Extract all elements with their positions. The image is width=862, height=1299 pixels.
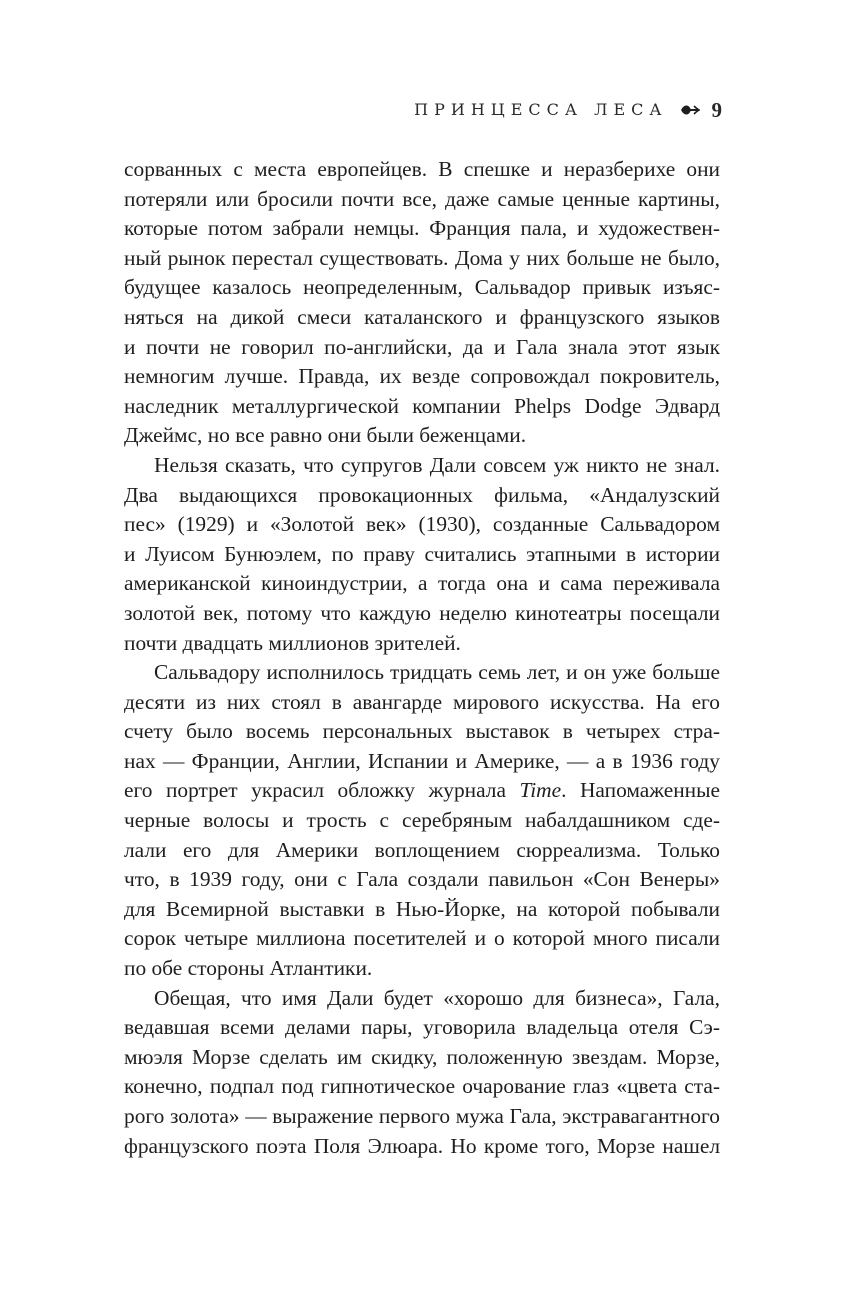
text-line: пес» (1929) и «Золотой век» (1930), созданные Сальвадором [124,512,720,537]
page-number: 9 [711,98,722,122]
text-line: Сальвадору исполнилось тридцать семь лет, и он уже больше [154,660,720,685]
text-line: черные волосы и трость с серебряным набалдашником сде- [124,808,720,833]
text-line: сорок четыре миллиона посетителей и о которой много писали [124,926,720,951]
text-line: что, в 1939 году, они с Гала создали павильон «Сон Венеры» [124,867,720,892]
text-line: и Луисом Бунюэлем, по праву считались этапными в истории [124,541,720,566]
leaf-ornament-icon [680,103,700,117]
text-line: десяти из них стоял в авангарде мирового искусства. На его [124,689,720,714]
text-line: ведавшая всеми делами пары, уговорила владельца отеля Сэ- [124,1015,720,1040]
text-line: немногим лучше. Правда, их везде сопровождал покровитель, [124,364,720,389]
text-line: наследник металлургической компании Phelps Dodge Эдвард [124,393,720,418]
text-line: золотой век, потому что каждую неделю кинотеатры посещали [124,600,720,625]
paragraph-2 [124,451,720,658]
text-fragment: . Напомаженные [561,778,720,803]
text-line: которые потом забрали немцы. Франция пала, и художествен- [124,216,720,241]
text-line: лали его для Америки воплощением сюрреализма. Только [124,837,720,862]
text-line: Джеймс, но все равно они были беженцами. [124,423,527,448]
text-line: мюэля Морзе сделать им скидку, положенную звездам. Морзе, [124,1044,720,1069]
text-fragment: его портрет украсил обложку журнала [124,778,520,803]
italic-title-time: Time [519,778,562,803]
text-line: для Всемирной выставки в Нью-Йорке, на которой побывали [124,896,720,921]
text-line: конечно, подпал под гипнотическое очарование глаз «цвета ста- [124,1074,720,1099]
text-line: Два выдающихся провокационных фильма, «Андалузский [124,482,720,507]
text-line: няться на дикой смеси каталанского и французского языков [124,304,720,329]
text-line: по обе стороны Атлантики. [124,956,373,981]
text-line: почти двадцать миллионов зрителей. [124,630,461,655]
text-line: ный рынок перестал существовать. Дома у них больше не было, [124,245,720,270]
paragraph-1 [124,155,720,451]
running-title: ПРИНЦЕССА ЛЕСА [414,100,668,119]
text-line: французского поэта Поля Элюара. Но кроме того, Морзе нашел [124,1133,720,1158]
text-line: американской киноиндустрии, а тогда она и сама переживала [124,571,720,596]
text-line: счету было восемь персональных выставок в четырех стра- [124,719,720,744]
text-line: и почти не говорил по-английски, да и Гала знала этот язык [124,334,720,359]
text-line: будущее казалось неопределенным, Сальвадор привык изъяс- [124,275,720,300]
main-text [124,155,720,1161]
text-line: нах — Франции, Англии, Испании и Америке, — а в 1936 году [124,748,720,773]
text-line-with-italic [124,776,720,806]
text-line: сорванных с места европейцев. В спешке и неразберихе они [124,157,720,181]
text-line: потеряли или бросили почти все, даже самые ценные картины, [124,186,720,211]
text-line: Обещая, что имя Дали будет «хорошо для бизнеса», Гала, [154,985,720,1010]
paragraph-4 [124,984,720,1162]
paragraph-3 [124,658,720,984]
text-line: рого золота» — выражение первого мужа Гала, экстравагантного [124,1104,720,1128]
running-header [414,98,722,122]
text-line: Нельзя сказать, что супругов Дали совсем уж никто не знал. [154,452,720,477]
